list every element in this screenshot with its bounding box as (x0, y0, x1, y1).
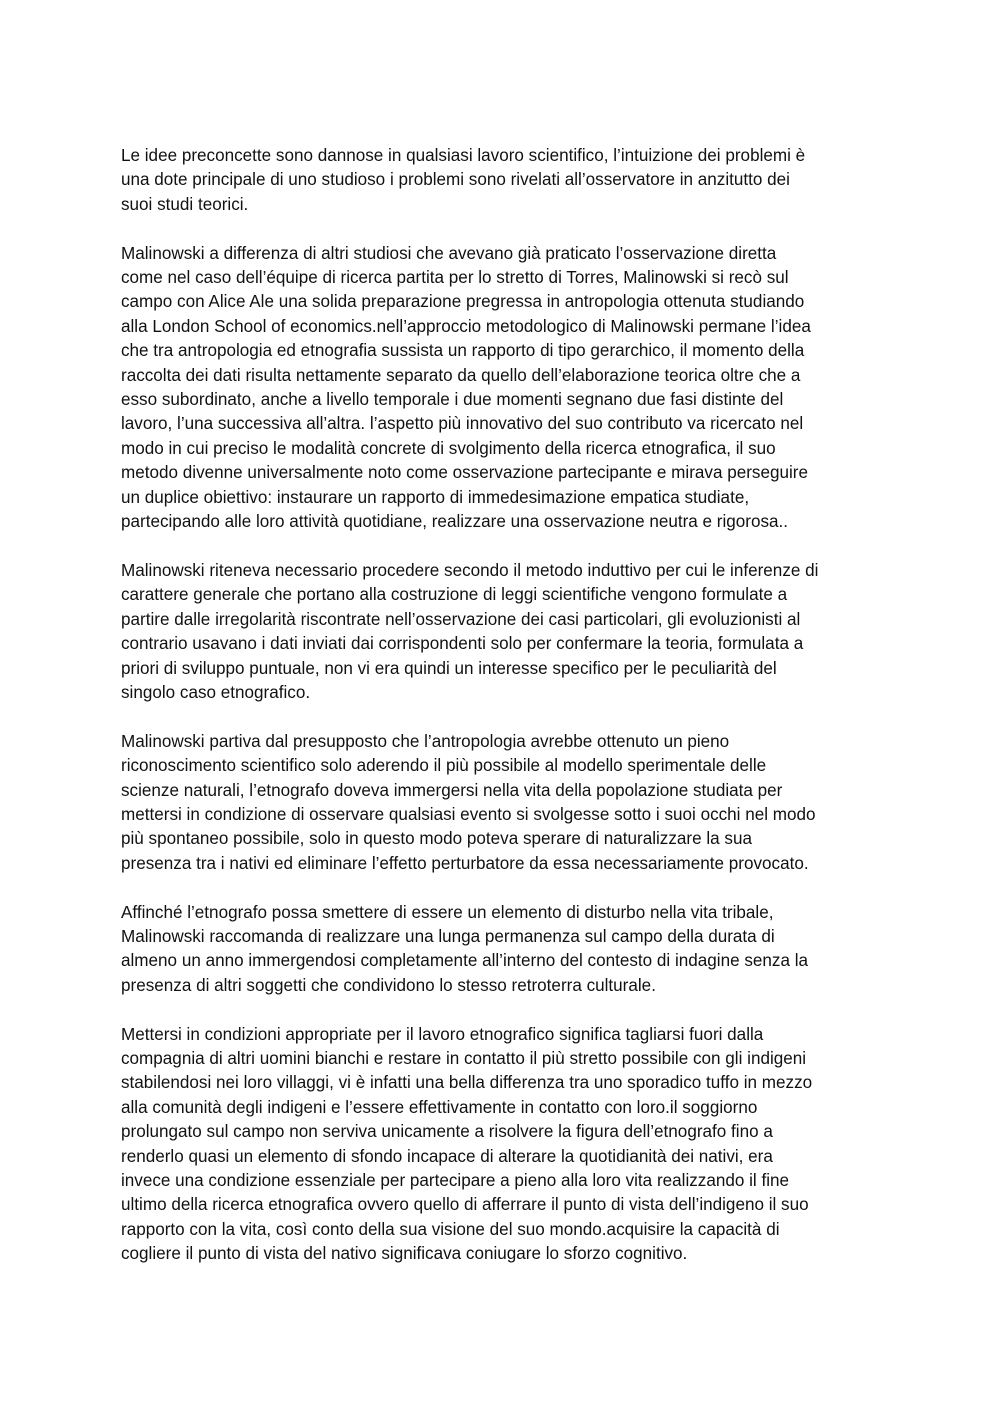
paragraph: Malinowski a differenza di altri studiosi che avevano già praticato l’osservazione diretta come nel caso dell’équipe di ricerca partita per lo stretto di Torres, Malinowski si recò sul campo con Alice Ale una solida preparazione pregressa in antropologia ottenuta studiando alla London School of economics.nell’approccio metodologico di Malinowski permane l’idea che tra antropologia ed etnografia sussista un rapporto di tipo gerarchico, il momento della raccolta dei dati risulta nettamente separato da quello dell’elaborazione teorica oltre che a esso subordinato, anche a livello temporale i due momenti segnano due fasi distinte del lavoro, l’una successiva all’altra. l’aspetto più innovativo del suo contributo va ricercato nel modo in cui preciso le modalità concrete di svolgimento della ricerca etnografica, il suo metodo divenne universalmente noto come osservazione partecipante e mirava perseguire un duplice obiettivo: instaurare un rapporto di immedesimazione empatica studiate, partecipando alle loro attività quotidiane, realizzare una osservazione neutra e rigorosa.. (121, 243, 811, 532)
paragraph: Malinowski partiva dal presupposto che l’antropologia avrebbe ottenuto un pieno riconoscimento scientifico solo aderendo il più possibile al modello sperimentale delle scienze naturali, l’etnografo doveva immergersi nella vita della popolazione studiata per mettersi in condizione di osservare qualsiasi evento si svolgesse sotto i suoi occhi nel modo più spontaneo possibile, solo in questo modo poteva sperare di naturalizzare la sua presenza tra i nativi ed eliminare l’effetto perturbatore da essa necessariamente provocato. (121, 731, 816, 873)
paragraph: Mettersi in condizioni appropriate per il lavoro etnografico significa tagliarsi fuori dalla compagnia di altri uomini bianchi e restare in contatto il più stretto possibile con gli indigeni stabilendosi nei loro villaggi, vi è infatti una bella differenza tra uno sporadico tuffo in mezzo alla comunità degli indigeni e l’essere effettivamente in contatto con loro.il soggiorno prolungato sul campo non serviva unicamente a risolvere la figura dell’etnografo fino a renderlo quasi un elemento di sfondo incapace di alterare la quotidianità dei nativi, era invece una condizione essenziale per partecipare a pieno alla loro vita realizzando il fine ultimo della ricerca etnografica ovvero quello di afferrare il punto di vista dell’indigeno il suo rapporto con la vita, così conto della sua visione del suo mondo.acquisire la capacità di cogliere il punto di vista del nativo significava coniugare lo sforzo cognitivo. (121, 1024, 813, 1264)
paragraph: Le idee preconcette sono dannose in qualsiasi lavoro scientifico, l’intuizione dei problemi è una dote principale di uno studioso i problemi sono rivelati all’osservatore in anzitutto dei suoi studi teorici. (121, 146, 806, 214)
document-body (121, 144, 881, 1291)
paragraph: Affinché l’etnografo possa smettere di essere un elemento di disturbo nella vita tribale, Malinowski raccomanda di realizzare una lunga permanenza sul campo della durata di almeno un anno immergendosi completamente all’interno del contesto di indagine senza la presenza di altri soggetti che condividono lo stesso retroterra culturale. (121, 902, 809, 995)
paragraph: Malinowski riteneva necessario procedere secondo il metodo induttivo per cui le inferenze di carattere generale che portano alla costruzione di leggi scientifiche vengono formulate a partire dalle irregolarità riscontrate nell’osservazione dei casi particolari, gli evoluzionisti al contrario usavano i dati inviati dai corrispondenti solo per confermare la teoria, formulata a priori di sviluppo puntuale, non vi era quindi un interesse specifico per le peculiarità del singolo caso etnografico. (121, 560, 819, 702)
